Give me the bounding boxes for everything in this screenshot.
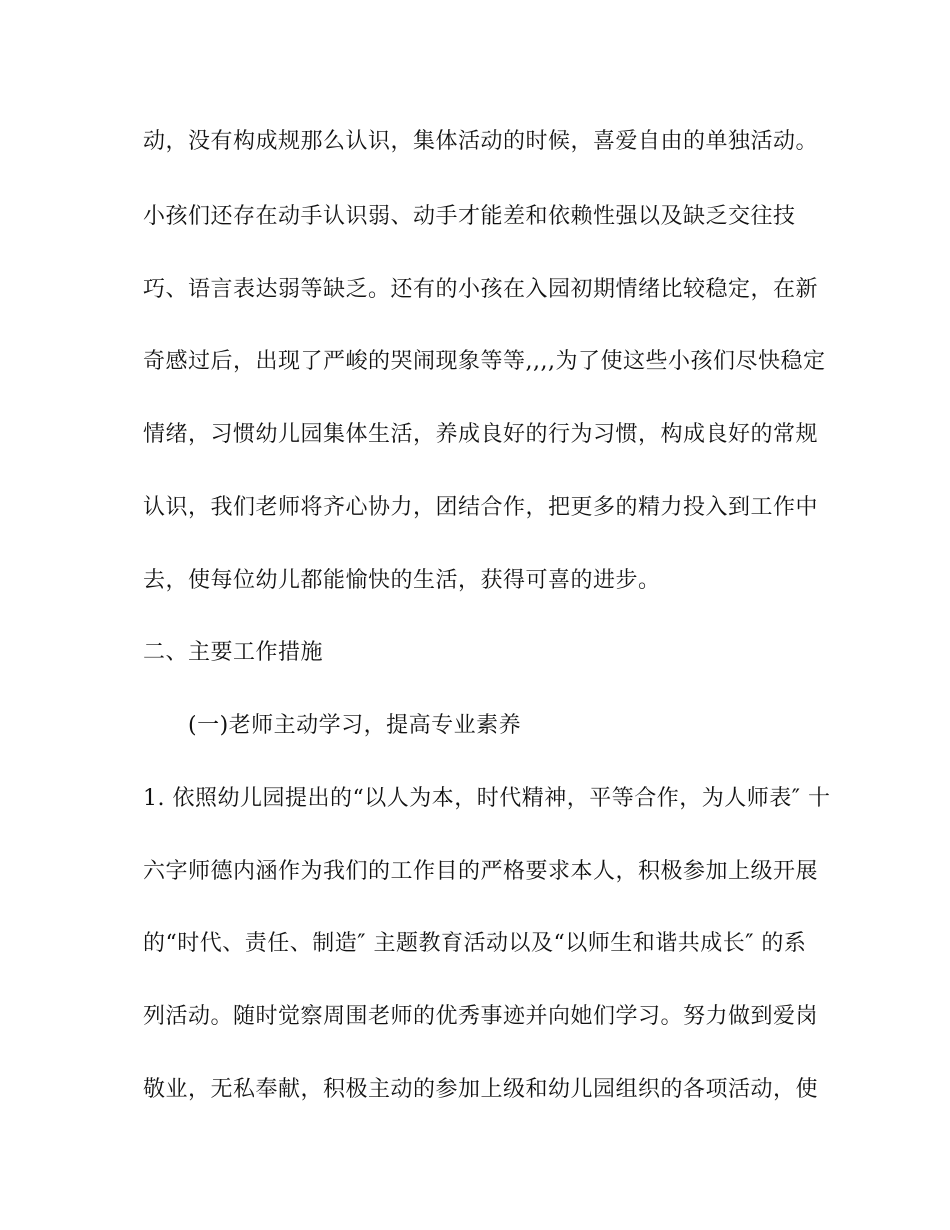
paragraph-line: 1. 依照幼儿园提出的“以人为本，时代精神，平等合作，为人师表″ 十 xyxy=(143,786,831,811)
paragraph-line: 奇感过后，出现了严峻的哭闹现象等等,,,,为了使这些小孩们尽快稳定 xyxy=(143,349,826,374)
paragraph-line: 情绪，习惯幼儿园集体生活，养成良好的行为习惯，构成良好的常规 xyxy=(143,422,819,447)
paragraph-line: 六字师德内涵作为我们的工作目的严格要求本人，积极参加上级开展 xyxy=(143,859,819,884)
paragraph-line: 动，没有构成规那么认识，集体活动的时候，喜爱自由的单独活动。 xyxy=(143,129,819,154)
subsection-heading: (一)老师主动学习，提高专业素养 xyxy=(188,713,522,738)
paragraph-line: 认识，我们老师将齐心协力，团结合作，把更多的精力投入到工作中 xyxy=(143,495,819,520)
paragraph-line: 列活动。随时觉察周围老师的优秀事迹并向她们学习。努力做到爱岗 xyxy=(143,1004,819,1029)
section-heading: 二、主要工作措施 xyxy=(143,640,324,665)
paragraph-line: 小孩们还存在动手认识弱、动手才能差和依赖性强以及缺乏交往技 xyxy=(143,204,796,229)
paragraph-line: 巧、语言表达弱等缺乏。还有的小孩在入园初期情绪比较稳定，在新 xyxy=(143,277,819,302)
paragraph-line: 去，使每位幼儿都能愉快的生活，获得可喜的进步。 xyxy=(143,568,661,593)
paragraph-line: 敬业，无私奉献，积极主动的参加上级和幼儿园组织的各项活动，使 xyxy=(143,1077,819,1102)
paragraph-line: 的“时代、责任、制造″ 主题教育活动以及“以师生和谐共成长″ 的系 xyxy=(143,931,807,956)
